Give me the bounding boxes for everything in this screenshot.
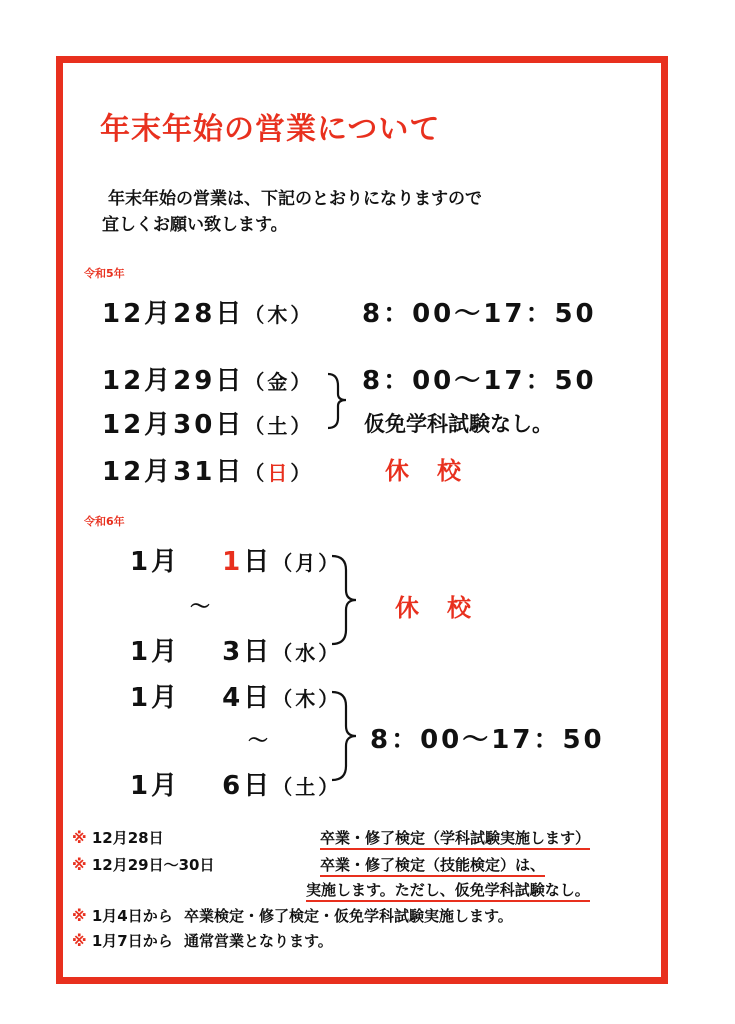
- intro-line-1: 年末年始の営業は、下記のとおりになりますので: [108, 189, 482, 209]
- note-date: 12月29日～30日: [91, 856, 215, 874]
- row-date: 12月28日: [102, 299, 245, 329]
- range-tilde-2: ～: [248, 728, 268, 752]
- row-dow: 金: [267, 370, 291, 394]
- brace-dec29-30: [326, 368, 356, 432]
- note-mark: ※: [72, 856, 87, 874]
- row-dow-sunday: 日: [267, 461, 291, 485]
- brace-jan4-6: [330, 688, 370, 784]
- note-2: [72, 854, 214, 875]
- schedule-row-dec31: 12月31日（日）: [102, 457, 314, 487]
- schedule-row-jan1: 1月 1日（月）: [130, 547, 342, 577]
- note-date: 1月4日から: [91, 907, 173, 925]
- row-hours-dec29: 8：00～17：50: [362, 366, 597, 396]
- schedule-row-dec28: 12月28日（木）: [102, 299, 314, 329]
- note-date: 1月7日から: [91, 932, 173, 950]
- note-text: 卒業検定・修了検定・仮免学科試験実施します。: [183, 907, 513, 925]
- note-1: [72, 827, 164, 848]
- range-tilde-1: ～: [190, 594, 210, 618]
- row-date: 12月29日: [102, 366, 245, 396]
- era-label-r5: 令和5年: [84, 267, 125, 280]
- row-date: 12月31日: [102, 457, 245, 487]
- note-date: 12月28日: [91, 829, 164, 847]
- era-label-r6: 令和6年: [84, 515, 125, 528]
- note-1-text: 卒業・修了検定（学科試験実施します）: [320, 827, 590, 848]
- brace-jan1-3: [330, 552, 370, 648]
- note-3: [72, 905, 513, 926]
- note-2-text-line2: 実施します。ただし、仮免学科試験なし。: [306, 879, 590, 900]
- row-dow: 木: [267, 303, 291, 327]
- schedule-row-dec29: 12月29日（金）: [102, 366, 314, 396]
- intro-text: [102, 186, 482, 238]
- note-mark: ※: [72, 829, 87, 847]
- schedule-row-dec30: 12月30日（土）: [102, 410, 314, 440]
- note-2-text: 卒業・修了検定（技能検定）は、: [320, 854, 545, 875]
- note-4: [72, 930, 333, 951]
- schedule-row-jan3: 1月 3日（水）: [130, 637, 342, 667]
- closed-label-jan1-3: 休 校: [395, 594, 473, 622]
- schedule-row-jan6: 1月 6日（土）: [130, 771, 342, 801]
- note-mark: ※: [72, 932, 87, 950]
- row-hours-jan4-6: 8：00～17：50: [370, 725, 605, 755]
- closed-label-dec31: 休 校: [385, 457, 463, 485]
- schedule-row-jan4: 1月 4日（木）: [130, 683, 342, 713]
- row-date: 12月30日: [102, 410, 245, 440]
- intro-line-2: 宜しくお願い致します。: [102, 215, 288, 235]
- page-title: 年末年始の営業について: [100, 112, 441, 147]
- row-note-dec30: 仮免学科試験なし。: [364, 412, 553, 436]
- row-hours-dec28: 8：00～17：50: [362, 299, 597, 329]
- row-dow: 土: [267, 414, 291, 438]
- note-mark: ※: [72, 907, 87, 925]
- note-text: 通常営業となります。: [183, 932, 333, 950]
